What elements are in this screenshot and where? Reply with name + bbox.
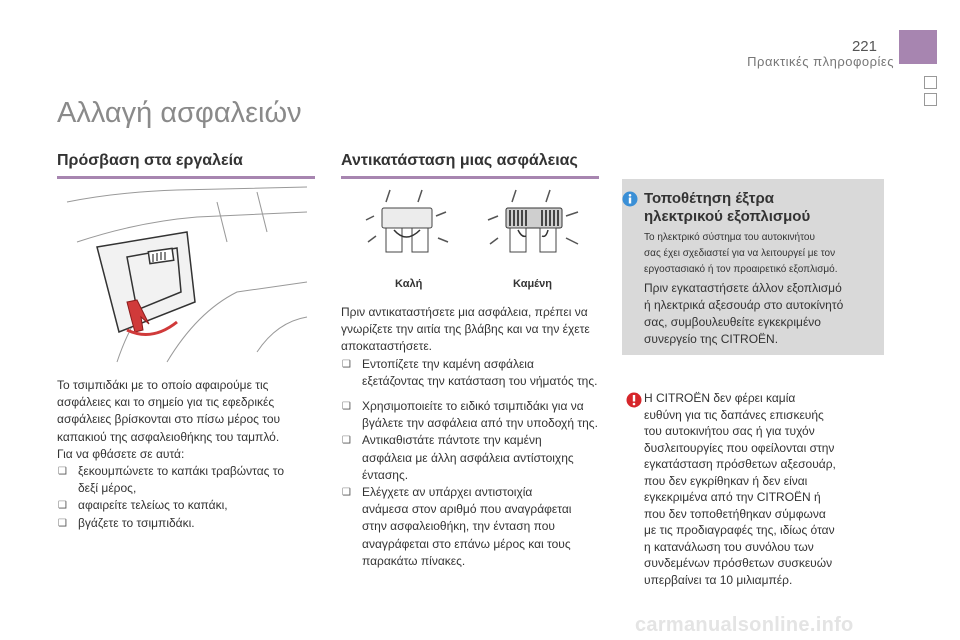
info-box-small-text: Το ηλεκτρικό σύστημα του αυτοκινήτου σας έχει σχεδιαστεί για να λειτουργεί με τον εργοστασιακό ή τον προαιρετικό εξοπλισμό. xyxy=(644,232,838,275)
chapter-marker xyxy=(924,76,937,89)
access-tools-heading: Πρόσβαση στα εργαλεία xyxy=(57,152,243,169)
info-box-heading: Τοποθέτηση έξτρα ηλεκτρικού εξοπλισμού xyxy=(644,190,811,225)
replace-fuse-heading: Αντικατάσταση μιας ασφάλειας xyxy=(341,152,578,169)
replace-fuse-text: Πριν αντικαταστήσετε μια ασφάλεια, πρέπει να γνωρίζετε την αιτία της βλάβης και να την έχετε αποκαταστήσετε. ❑ Εντοπίζετε την καμένη ασφάλεια εξετάζοντας την κατάσταση του νήματός της. ❑ Χρησιμοποιείτε το ειδικό τσιμπιδάκι για να βγάλετε την ασφάλεια από την υποδοχή της. ❑ Αντικαθιστάτε πάντοτε την καμένη ασφάλεια με άλλη ασφάλεια αντίστοιχης έντασης. ❑ Ελέγχετε αν υπάρχει αντιστοιχία ανάμεσα στον αριθμό που αναγράφεται στην ασφαλειοθήκη, την ένταση που αναγράφεται στο επάνω μέρος και τους παρακάτω πίνακες. xyxy=(341,304,609,570)
extra-equipment-info-box xyxy=(622,179,884,355)
watermark: carmanualsonline.info xyxy=(635,614,854,636)
list-item: ❑ Χρησιμοποιείτε το ειδικό τσιμπιδάκι για να βγάλετε την ασφάλεια από την υποδοχή της. xyxy=(341,398,609,432)
good-fuse-illustration xyxy=(360,186,460,266)
liability-warning-text: Η CITROËN δεν φέρει καμία ευθύνη για τις δαπάνες επισκευής του αυτοκινήτου σας ή για τυχόν δυσλειτουργίες που οφείλονται στην εγκατάσταση πρόσθετων αξεσουάρ, που δεν εγκρίθηκαν ή δεν είναι εγκεκριμένα από την CITROËN ή που δεν τοποθετήθηκαν σύμφωνα με τις προδιαγραφές της, ιδίως όταν η κατανάλωση του συνόλου των συνδεμένων πρόσθετων συσκευών υπερβαίνει τα 10 μιλιαμπέρ. xyxy=(644,391,836,587)
page-title: Αλλαγή ασφαλειών xyxy=(57,97,302,129)
page-number: 221 xyxy=(851,38,877,55)
access-steps-list xyxy=(57,463,319,532)
replace-steps-list xyxy=(341,356,609,570)
heading-underline xyxy=(57,176,315,179)
access-tools-text: Το τσιμπιδάκι με το οποίο αφαιρούμε τις ασφάλειες και το σημείο για τις εφεδρικές ασφάλειες βρίσκονται στο πίσω μέρος του καπακιού της ασφαλειοθήκης του ταμπλό. Για να φθάσετε σε αυτά: ❑ ξεκουμπώνετε το καπάκι τραβώντας το δεξί μέρος, ❑ αφαιρείτε τελείως το καπάκι, ❑ βγάζετε το τσιμπιδάκι. xyxy=(57,377,319,532)
section-label: Πρακτικές πληροφορίες xyxy=(747,54,894,69)
warning-icon xyxy=(626,392,642,408)
dashboard-fusebox-illustration xyxy=(57,182,315,367)
info-icon xyxy=(622,191,638,207)
chapter-tab xyxy=(899,30,937,64)
list-item: ❑ Αντικαθιστάτε πάντοτε την καμένη ασφάλεια με άλλη ασφάλεια αντίστοιχης έντασης. xyxy=(341,432,609,484)
list-item: ❑ ξεκουμπώνετε το καπάκι τραβώντας το δεξί μέρος, xyxy=(57,463,319,497)
chapter-marker xyxy=(924,93,937,106)
good-fuse-label: Καλή xyxy=(395,278,423,290)
list-item: ❑ αφαιρείτε τελείως το καπάκι, xyxy=(57,497,319,514)
blown-fuse-illustration xyxy=(480,186,590,266)
list-item: ❑ Ελέγχετε αν υπάρχει αντιστοιχία ανάμεσα στον αριθμό που αναγράφεται στην ασφαλειοθήκη, την ένταση που αναγράφεται στο επάνω μέρος και τους παρακάτω πίνακες. xyxy=(341,484,609,570)
info-box-text: Πριν εγκαταστήσετε άλλον εξοπλισμό ή ηλεκτρικά αξεσουάρ στο αυτοκίνητό σας, συμβουλευθείτε εγκεκριμένο συνεργείο της CITROËN. xyxy=(644,281,844,346)
list-item: ❑ βγάζετε το τσιμπιδάκι. xyxy=(57,515,319,532)
blown-fuse-label: Καμένη xyxy=(513,278,552,290)
list-item: ❑ Εντοπίζετε την καμένη ασφάλεια εξετάζοντας την κατάσταση του νήματός της. xyxy=(341,356,609,390)
heading-underline xyxy=(341,176,599,179)
